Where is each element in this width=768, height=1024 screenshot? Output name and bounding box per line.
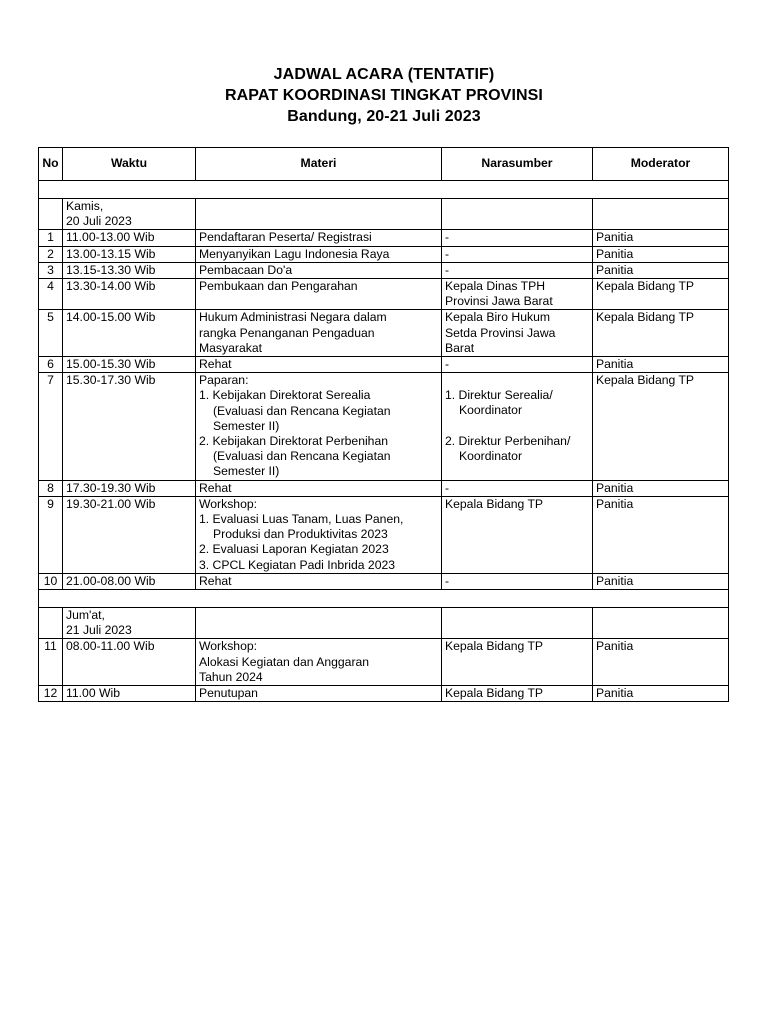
table-row: 9 19.30-21.00 Wib Workshop: 1. Evaluasi Luas Tanam, Luas Panen, Produksi dan Produktivitas 2023 2. Evaluasi Laporan Kegiatan 2023 3. CPCL Kegiatan Padi Inbrida 2023 Kepala Bidang TP Panitia — [39, 496, 729, 573]
column-header-materi: Materi — [196, 148, 442, 181]
table-row: 5 14.00-15.00 Wib Hukum Administrasi Negara dalam rangka Penanganan Pengaduan Masyarakat Kepala Biro Hukum Setda Provinsi Jawa Barat Kepala Bidang TP — [39, 310, 729, 357]
column-header-narasumber: Narasumber — [442, 148, 593, 181]
table-header-row — [39, 148, 729, 181]
schedule-table — [38, 147, 729, 702]
table-row: 4 13.30-14.00 Wib Pembukaan dan Pengarahan Kepala Dinas TPH Provinsi Jawa Barat Kepala Bidang TP — [39, 279, 729, 310]
title-line-1: JADWAL ACARA (TENTATIF) — [273, 66, 495, 83]
day-row-1 — [39, 199, 729, 230]
title-line-2: RAPAT KOORDINASI TINGKAT PROVINSI — [225, 87, 543, 104]
spacer-row — [39, 590, 729, 608]
table-row: 1 11.00-13.00 Wib Pendaftaran Peserta/ Registrasi - Panitia — [39, 230, 729, 246]
table-row: 3 13.15-13.30 Wib Pembacaan Do'a - Panitia — [39, 262, 729, 278]
table-row: 7 15.30-17.30 Wib Paparan: 1. Kebijakan Direktorat Serealia (Evaluasi dan Rencana Kegiatan Semester II) 2. Kebijakan Direktorat Perbenihan (Evaluasi dan Rencana Kegiatan Semester II) 1. Direktur Serealia/ Koordinator 2. Direktur Perbenihan/ Koordinator Kepala Bidang TP — [39, 373, 729, 480]
column-header-waktu: Waktu — [63, 148, 196, 181]
table-row: 11 08.00-11.00 Wib Workshop: Alokasi Kegiatan dan Anggaran Tahun 2024 Kepala Bidang TP Panitia — [39, 639, 729, 686]
day-row-2 — [39, 608, 729, 639]
title-line-3: Bandung, 20-21 Juli 2023 — [287, 108, 481, 125]
table-row: 8 17.30-19.30 Wib Rehat - Panitia — [39, 480, 729, 496]
column-header-moderator: Moderator — [593, 148, 729, 181]
table-row: 2 13.00-13.15 Wib Menyanyikan Lagu Indonesia Raya - Panitia — [39, 246, 729, 262]
day-label-1: Kamis, 20 Juli 2023 — [63, 199, 196, 230]
table-row: 12 11.00 Wib Penutupan Kepala Bidang TP Panitia — [39, 686, 729, 702]
column-header-no: No — [39, 148, 63, 181]
day-label-2: Jum'at, 21 Juli 2023 — [63, 608, 196, 639]
spacer-row — [39, 181, 729, 199]
table-row: 10 21.00-08.00 Wib Rehat - Panitia — [39, 573, 729, 589]
table-row: 6 15.00-15.30 Wib Rehat - Panitia — [39, 357, 729, 373]
document-title — [0, 64, 768, 127]
